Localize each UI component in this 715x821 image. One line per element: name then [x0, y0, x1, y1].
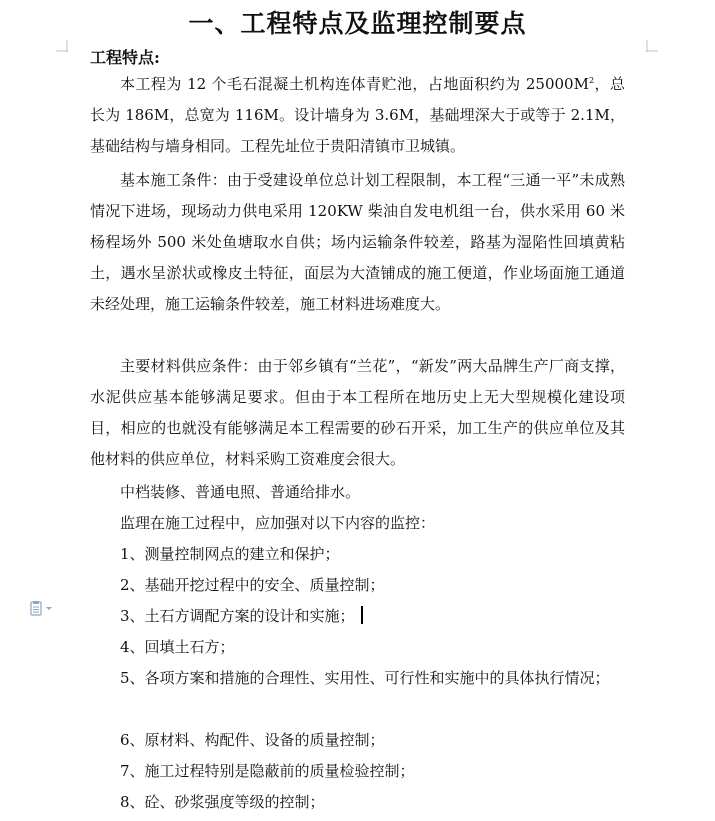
corner-mark-icon: [646, 40, 658, 52]
paste-options-icon[interactable]: [30, 601, 54, 617]
list-item[interactable]: 7、施工过程特别是隐蔽前的质量检验控制；: [120, 762, 415, 780]
text-cursor: [361, 606, 363, 624]
superscript-two: 2: [588, 76, 595, 85]
paragraph-overview[interactable]: [90, 69, 625, 162]
decoration-line[interactable]: 中档装修、普通电照、普通给排水。: [120, 483, 361, 501]
paragraph-overview-text-cont: ，总长为 186M，总宽为 116M。设计墙身为 3.6M，基础埋深大于或等于 2.1M，基础结构与墙身相同。工程先址位于贵阳清镇市卫城镇。: [90, 75, 625, 155]
list-item-with-cursor[interactable]: [120, 601, 363, 632]
list-item[interactable]: 6、原材料、构配件、设备的质量控制；: [120, 731, 385, 749]
paragraph-construction-conditions[interactable]: 基本施工条件：由于受建设单位总计划工程限制，本工程“三通一平”未成熟情况下进场，现场动力供电采用 120KW 柴油自发电机组一台，供水采用 60 米杨程场外 500 米处鱼塘取水自供；场内运输条件较差，路基为湿陷性回填黄粘土，遇水呈淤状或橡皮土特征，面层为大渣铺成的施工便道，作业场面施工通道未经处理，施工运输条件较差，施工材料进场难度大。: [90, 171, 625, 313]
list-item[interactable]: 8、砼、砂浆强度等级的控制；: [120, 793, 325, 811]
paragraph-material-supply[interactable]: 主要材料供应条件：由于邻乡镇有“兰花”，“新发”两大品牌生产厂商支撑，水泥供应基本能够满足要求。但由于本工程所在地历史上无大型规模化建设项目，相应的也就没有能够满足本工程需要的砂石开采，加工生产的供应单位及其他材料的供应单位，材料采购工资难度会很大。: [90, 357, 625, 468]
paragraph-overview-text: 本工程为 12 个毛石混凝土机构连体青贮池，占地面积约为 25000M: [120, 75, 589, 93]
corner-mark-icon: [56, 40, 68, 52]
list-item[interactable]: 5、各项方案和措施的合理性、实用性、可行性和实施中的具体执行情况；: [120, 669, 610, 687]
supervision-intro[interactable]: 监理在施工过程中，应加强对以下内容的监控：: [120, 514, 436, 532]
list-item[interactable]: 1、测量控制网点的建立和保护；: [120, 545, 340, 563]
section-label: 工程特点:: [90, 48, 160, 67]
document-title: 一、工程特点及监理控制要点: [188, 9, 527, 38]
list-item[interactable]: 4、回填土石方；: [120, 638, 235, 656]
list-item-text: 3、土石方调配方案的设计和实施；: [120, 607, 355, 625]
list-item[interactable]: 2、基础开挖过程中的安全、质量控制；: [120, 576, 385, 594]
